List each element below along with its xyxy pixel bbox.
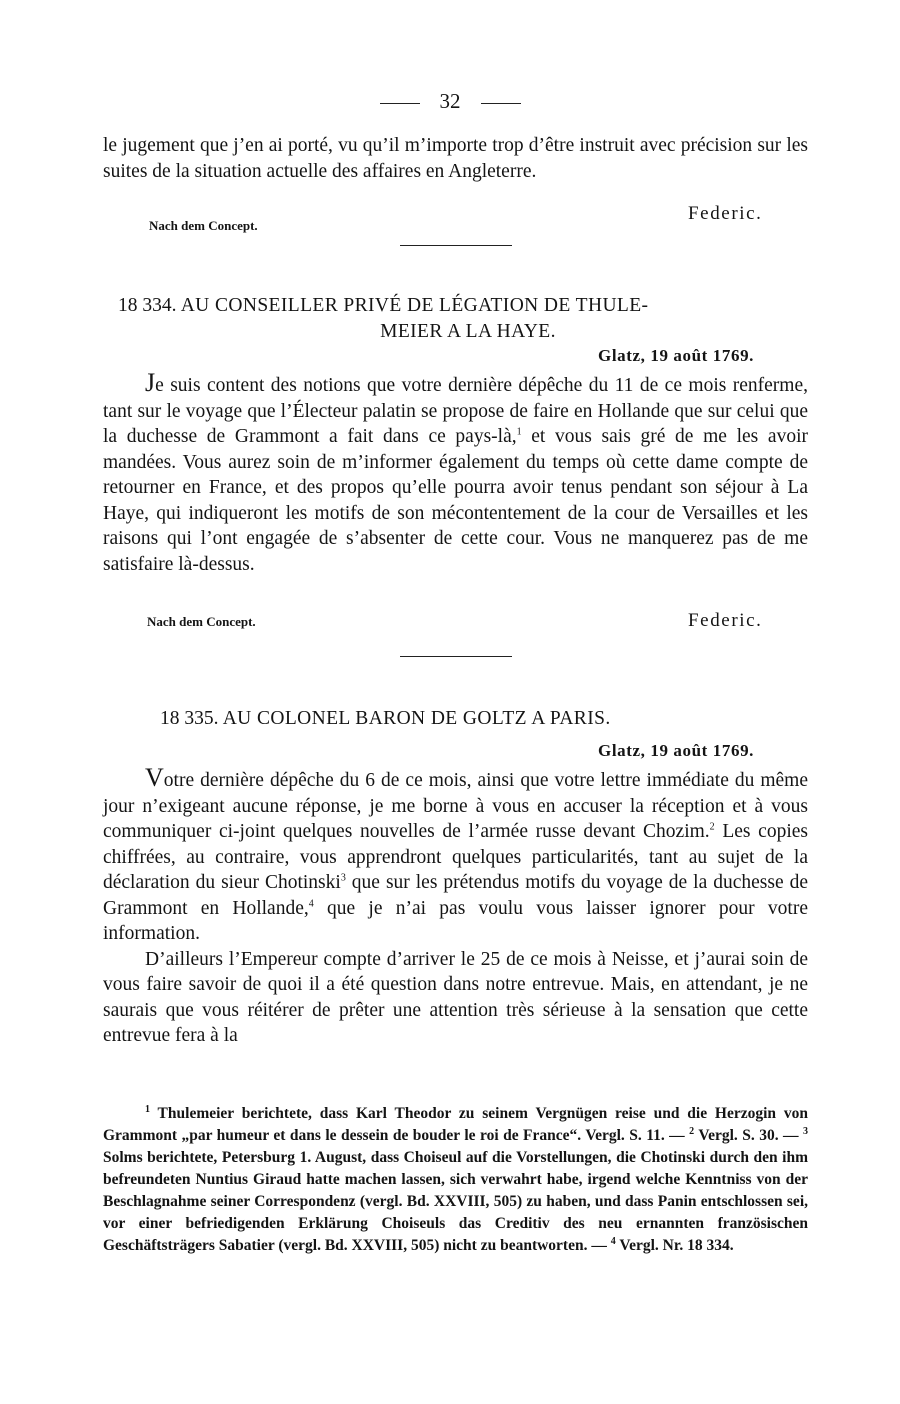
footnote-marker-3: 3 [802,1125,808,1137]
letter-18334-body [103,368,808,577]
section-divider [400,245,512,246]
footnote-ref-4: 4 [308,898,314,909]
letter-18335-text-a: otre dernière dépêche du 6 de ce mois, ainsi que votre lettre immédiate du même jour n’exigeant aucune réponse, je me borne à vous en accuser la réception et à vous communiquer ci-joint quelques nouvelles de l’armée russe devant Chozim. [103,770,808,842]
letter-18335-title [160,706,810,732]
header-rule-left [380,103,420,104]
footnotes-paragraph [103,1103,808,1257]
footnote-marker-1: 1 [145,1103,150,1115]
footnote-4-text: Vergl. Nr. 18 334. [615,1237,734,1254]
section-divider [400,656,512,657]
header-rule-right [481,103,521,104]
letter-18335-text-b: Les copies chiffrées, au contraire, vous apprendront quelques particularités, tant au sujet de la déclaration du sieur Chotinski [103,821,808,893]
prev-letter-text [103,133,808,184]
letter-18335-body [103,763,808,1049]
letter-18334-number: 18 334. [118,295,177,316]
letter-18334-dateline: Glatz, 19 août 1769. [598,346,755,365]
letter-18334-title-line2: MEIER A LA HAYE. [380,321,556,342]
footnote-2-text: Vergl. S. 30. — [694,1127,803,1144]
prev-letter-source: Nach dem Concept. [149,218,258,233]
letter-18334-text-b: et vous sais gré de me les avoir mandées. Vous aurez soin de m’informer également du temps où cette dame compte de retourner en France, et des propos qu’elle pourra avoir tenus pendant son séjour à La Haye, qui indiqueront les motifs de son mécontentement de la cour de Versailles et les raisons qui l’ont engagée de s’absenter de cette cour. Vous ne manquerez pas de me satisfaire là-dessus. [103,426,808,575]
letter-18335-dropcap: V [145,763,164,792]
letter-18335-paragraph-1 [103,763,808,947]
prev-letter-signature: Federic. [688,203,763,224]
page-number: 32 [439,89,461,113]
letter-18334-text-a: e suis content des notions que votre dernière dépêche du 11 de ce mois renferme, tant sur le voyage que l’Électeur palatin se propose de faire en Hollande que sur celui que la duchesse de Grammont a fait dans ce pays-là, [103,375,808,447]
footnote-ref-2: 2 [709,821,715,833]
footnote-marker-2: 2 [689,1125,695,1137]
letter-18335-number: 18 335. [160,708,219,729]
letter-18335-text-d: que je n’ai pas voulu vous laisser ignorer pour votre information. [103,897,808,944]
footnote-ref-3: 3 [340,872,346,884]
letter-18335-text-c: que sur les prétendus motifs du voyage de la duchesse de Grammont en Hollande, [103,872,808,919]
letter-18334-title-line1: AU CONSEILLER PRIVÉ DE LÉGATION DE THULE- [180,295,649,316]
prev-letter-paragraph: le jugement que j’en ai porté, vu qu’il m’importe trop d’être instruit avec précision sur les suites de la situation actuelle des affaires en Angleterre. [103,135,808,182]
footnote-1-text: Thulemeier berichtete, dass Karl Theodor zu seinem Vergnügen reise und die Herzogin von Grammont „par humeur et dans le dessein de bouder le roi de France“. Vergl. S. 11. — [103,1105,808,1144]
footnotes [103,1103,808,1257]
letter-18335-paragraph-2: D’ailleurs l’Empereur compte d’arriver le 25 de ce mois à Neisse, et j’aurai soin de vous faire savoir de quoi il a été question dans notre entrevue. Mais, en attendant, je ne saurais que vous réitérer de prêter une attention très sérieuse à la sensation que cette entrevue fera à la [103,948,808,1046]
letter-18334-source: Nach dem Concept. [147,614,256,629]
footnote-marker-4: 4 [610,1235,616,1247]
letter-18335-title-text: AU COLONEL BARON DE GOLTZ A PARIS. [222,708,611,729]
letter-18334-paragraph [103,368,808,577]
letter-18334-title [118,293,808,345]
letter-18334-dropcap: J [145,368,156,397]
letter-18334-signature: Federic. [688,610,763,631]
page-header [0,88,900,114]
footnote-ref-1: 1 [516,426,522,438]
footnote-3-text: Solms berichtete, Petersburg 1. August, dass Choiseul auf die Vorstellungen, die Chotinski durch den ihm befreundeten Nuntius Giraud hatte machen lassen, sich verwahrt habe, irgend welche Kenntniss von der Beschlagnahme seiner Correspondenz (vergl. Bd. XXVIII, 505) zu haben, und dass Panin entschlossen sei, vor einer befriedigenden Erklärung Choiseuls das Creditiv des neu ernannten französischen Geschäftsträgers Sabatier (vergl. Bd. XXVIII, 505) nicht zu beantworten. — [103,1149,808,1254]
letter-18335-dateline: Glatz, 19 août 1769. [598,741,755,760]
